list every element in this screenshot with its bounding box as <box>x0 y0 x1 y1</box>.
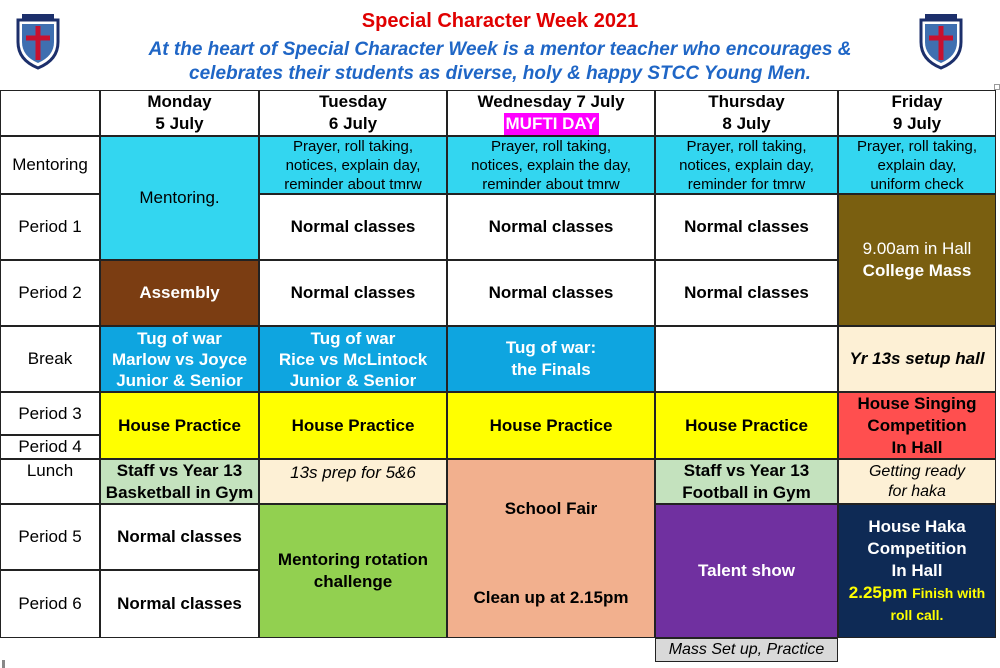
cell-line: House Haka <box>868 517 966 536</box>
haka-time-line <box>849 582 985 604</box>
tuesday-break-tug-of-war <box>259 326 447 392</box>
thursday-talent-show: Talent show <box>655 504 838 638</box>
thursday-lunch-football <box>655 459 838 504</box>
day-date: 8 July <box>722 114 771 133</box>
haka-roll-call: roll call. <box>890 607 944 623</box>
cell-line: notices, explain day, <box>679 156 814 174</box>
row-label-period-2: Period 2 <box>0 260 100 326</box>
row-label-period-6: Period 6 <box>0 570 100 638</box>
friday-mentoring <box>838 136 996 194</box>
friday-college-mass <box>838 194 996 326</box>
cell-line: Prayer, roll taking, <box>292 137 414 155</box>
cell-line: College Mass <box>862 261 972 280</box>
mufti-day-badge: MUFTI DAY <box>505 114 597 133</box>
tuesday-mentoring-rotation <box>259 504 447 638</box>
monday-period-5: Normal classes <box>100 504 259 570</box>
tuesday-mentoring <box>259 136 447 194</box>
haka-time: 2.25pm <box>848 583 908 602</box>
cell-line: Competition <box>867 539 967 558</box>
cell-line: Junior & Senior <box>116 370 243 390</box>
haka-finish-text: Finish with <box>912 585 986 601</box>
thursday-mentoring <box>655 136 838 194</box>
cell-line: 9.00am in Hall <box>862 239 972 258</box>
friday-house-singing <box>838 392 996 459</box>
cell-line: challenge <box>313 572 393 591</box>
monday-mentoring-block: Mentoring. <box>100 136 259 260</box>
cell-line: Staff vs Year 13 <box>116 460 243 480</box>
day-name: Friday <box>891 92 943 111</box>
cell-line: Basketball in Gym <box>105 482 254 502</box>
row-label-lunch: Lunch <box>0 459 100 504</box>
wednesday-period-1: Normal classes <box>447 194 655 260</box>
row-label-period-1: Period 1 <box>0 194 100 260</box>
tuesday-period-1: Normal classes <box>259 194 447 260</box>
cell-line: Mentoring rotation <box>277 550 429 569</box>
thursday-period-1: Normal classes <box>655 194 838 260</box>
wednesday-house-practice: House Practice <box>447 392 655 459</box>
day-date: 5 July <box>155 114 204 133</box>
cell-line: reminder for tmrw <box>687 175 806 193</box>
cell-line: Staff vs Year 13 <box>683 460 810 480</box>
clean-up-label: Clean up at 2.15pm <box>473 588 629 607</box>
subtitle-line: At the heart of Special Character Week is a mentor teacher who encourages & <box>148 39 852 60</box>
day-name: Monday <box>147 92 212 111</box>
monday-period-6: Normal classes <box>100 570 259 638</box>
friday-break-setup-hall: Yr 13s setup hall <box>838 326 996 392</box>
thursday-mass-setup-note: Mass Set up, Practice <box>655 638 838 662</box>
cell-line: Getting ready <box>868 462 966 480</box>
cell-line: Tug of war <box>310 328 396 348</box>
thursday-period-2: Normal classes <box>655 260 838 326</box>
day-header-thursday <box>655 90 838 136</box>
day-name: Tuesday <box>319 92 387 111</box>
cell-line: Football in Gym <box>682 482 811 502</box>
day-header-friday <box>838 90 996 136</box>
row-label-mentoring: Mentoring <box>0 136 100 194</box>
cell-line: Tug of war: <box>505 338 597 357</box>
cell-line: explain day, <box>877 156 957 174</box>
day-header-monday <box>100 90 259 136</box>
monday-house-practice: House Practice <box>100 392 259 459</box>
cell-line: the Finals <box>511 360 591 379</box>
wednesday-school-fair <box>447 459 655 638</box>
wednesday-period-2: Normal classes <box>447 260 655 326</box>
monday-assembly: Assembly <box>100 260 259 326</box>
tuesday-house-practice: House Practice <box>259 392 447 459</box>
row-label-period-4: Period 4 <box>0 435 100 459</box>
monday-lunch-basketball <box>100 459 259 504</box>
day-date: 9 July <box>892 114 942 133</box>
cell-line: Tug of war <box>137 328 222 348</box>
row-label-period-5: Period 5 <box>0 504 100 570</box>
cell-line: In Hall <box>891 561 943 580</box>
day-name: Thursday <box>708 92 785 111</box>
tuesday-lunch-prep: 13s prep for 5&6 <box>259 459 447 504</box>
row-label-break: Break <box>0 326 100 392</box>
cell-line: Junior & Senior <box>289 370 417 390</box>
day-header-tuesday <box>259 90 447 136</box>
friday-house-haka <box>838 504 996 638</box>
cell-line: House Singing <box>857 393 977 413</box>
day-header-wednesday <box>447 90 655 136</box>
page-title: Special Character Week 2021 <box>361 10 639 32</box>
corner-cell <box>0 90 100 136</box>
day-date: 6 July <box>328 114 378 133</box>
cell-line: In Hall <box>891 437 943 457</box>
tuesday-period-2: Normal classes <box>259 260 447 326</box>
cell-line: Marlow vs Joyce <box>111 349 248 369</box>
cell-line: Rice vs McLintock <box>278 349 428 369</box>
wednesday-break-tug-of-war-finals <box>447 326 655 392</box>
cell-line: Prayer, roll taking, <box>856 137 978 155</box>
cell-line: notices, explain day, <box>285 156 421 174</box>
cell-line: Competition <box>867 415 967 435</box>
cell-line: uniform check <box>870 175 964 193</box>
school-fair-label: School Fair <box>504 499 598 518</box>
cell-line: notices, explain the day, <box>471 156 631 174</box>
cell-line: reminder about tmrw <box>284 175 422 193</box>
wednesday-mentoring <box>447 136 655 194</box>
cell-line: reminder about tmrw <box>482 175 620 193</box>
edge-marker <box>2 660 5 668</box>
cell-line: for haka <box>888 482 946 500</box>
thursday-break-empty <box>655 326 838 392</box>
day-name: Wednesday 7 July <box>477 92 625 111</box>
subtitle-line: celebrates their students as diverse, holy & happy STCC Young Men. <box>189 63 811 84</box>
cell-line: Prayer, roll taking, <box>490 137 612 155</box>
monday-break-tug-of-war <box>100 326 259 392</box>
cell-line: Prayer, roll taking, <box>686 137 807 155</box>
row-label-period-3: Period 3 <box>0 392 100 435</box>
page-subtitle <box>100 38 900 86</box>
friday-lunch-haka-prep <box>838 459 996 504</box>
thursday-house-practice: House Practice <box>655 392 838 459</box>
